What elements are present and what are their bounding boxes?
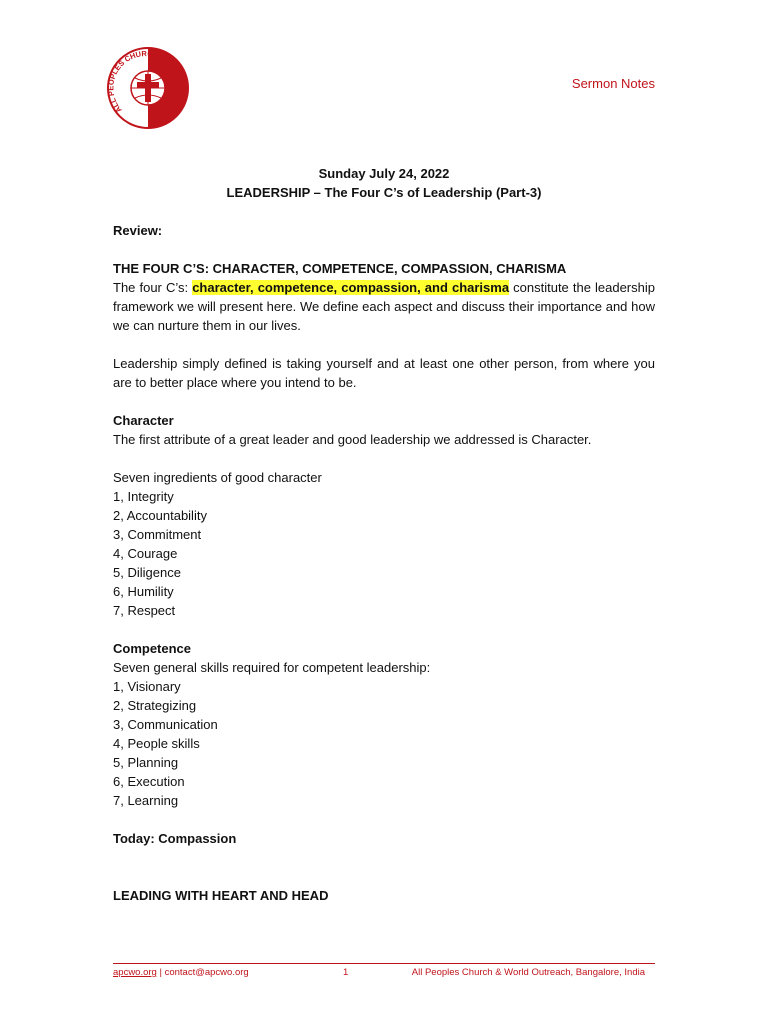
- sermon-title: LEADERSHIP – The Four C’s of Leadership (Part-3): [226, 185, 542, 200]
- footer-org: All Peoples Church & World Outreach, Bangalore, India: [411, 967, 645, 978]
- character-list-intro: Seven ingredients of good character: [113, 470, 322, 485]
- document-body: [113, 164, 655, 905]
- page-footer: [113, 963, 655, 984]
- four-cs-heading: THE FOUR C’S: CHARACTER, COMPETENCE, COMPASSION, CHARISMA: [113, 261, 567, 276]
- competence-list: [113, 677, 655, 810]
- footer-contact: [113, 967, 249, 978]
- competence-list-intro: Seven general skills required for competent leadership:: [113, 660, 431, 675]
- list-item: 6, Humility: [113, 584, 174, 599]
- list-item: 3, Communication: [113, 717, 218, 732]
- today-heading: Today: Compassion: [113, 831, 237, 846]
- competence-heading: Competence: [113, 641, 192, 656]
- sermon-date: Sunday July 24, 2022: [318, 166, 450, 181]
- list-item: 1, Integrity: [113, 489, 174, 504]
- header-label: Sermon Notes: [571, 76, 655, 91]
- four-cs-intro-pre: The four C’s:: [113, 280, 193, 295]
- character-heading: Character: [113, 413, 174, 428]
- list-item: 4, Courage: [113, 546, 178, 561]
- list-item: 2, Strategizing: [113, 698, 197, 713]
- list-item: 7, Respect: [113, 603, 176, 618]
- logo-text: ALL PEOPLES CHURCH: [106, 49, 160, 115]
- four-cs-paragraph: [113, 278, 655, 335]
- character-text: The first attribute of a great leader and good leadership we addressed is Character.: [113, 432, 592, 447]
- footer-separator: |: [156, 967, 165, 978]
- section-heading: LEADING WITH HEART AND HEAD: [113, 888, 329, 903]
- footer-email: contact@apcwo.org: [164, 967, 249, 978]
- leadership-definition: Leadership simply defined is taking yourself and at least one other person, from where you are to better place where you intend to be.: [113, 356, 655, 390]
- four-cs-intro-post: constitute the leadership framework we will present here. We define each aspect and discuss their importance and how we can nurture them in our lives.: [113, 280, 655, 333]
- four-cs-highlight: character, competence, compassion, and charisma: [192, 280, 510, 295]
- church-logo: [104, 44, 192, 132]
- list-item: 5, Diligence: [113, 565, 181, 580]
- list-item: 4, People skills: [113, 736, 200, 751]
- review-heading: Review:: [113, 223, 163, 238]
- list-item: 2, Accountability: [113, 508, 207, 523]
- list-item: 3, Commitment: [113, 527, 202, 542]
- list-item: 1, Visionary: [113, 679, 181, 694]
- character-list: [113, 487, 655, 620]
- website-link[interactable]: apcwo.org: [113, 967, 157, 978]
- page-number: 1: [343, 967, 349, 978]
- list-item: 6, Execution: [113, 774, 185, 789]
- list-item: 7, Learning: [113, 793, 179, 808]
- list-item: 5, Planning: [113, 755, 179, 770]
